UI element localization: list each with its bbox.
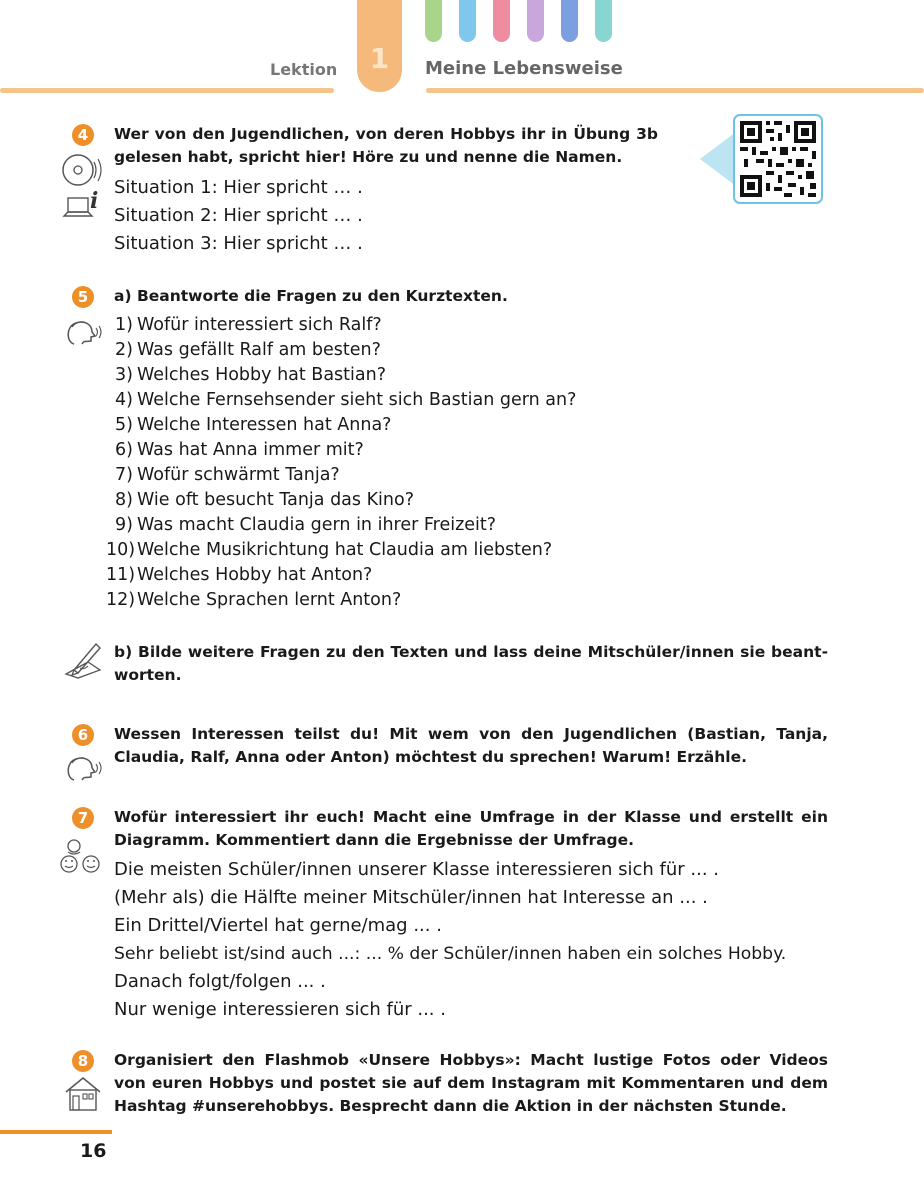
list-item — [106, 313, 576, 338]
question-text: Welche Fernsehsender sieht sich Bastian gern an? — [137, 390, 577, 410]
exercise-4-task: Wer von den Jugendlichen, von deren Hobbys ihr in Übung 3b gelesen habt, spricht hier! Höre zu und nenne die Namen. — [114, 125, 658, 166]
house-homework-icon — [64, 1076, 102, 1112]
color-tab-5 — [561, 0, 578, 42]
exercise-5a-task: a) Beantworte die Fragen zu den Kurztexten. — [114, 287, 508, 305]
exercise-5b-task: b) Bilde weitere Fragen zu den Texten und lass deine Mitschüler/innen sie beantworten. — [114, 643, 828, 684]
lesson-number: 1 — [369, 42, 390, 75]
question-list — [106, 313, 576, 613]
cd-audio-icon — [60, 152, 104, 230]
question-number: 11) — [106, 565, 136, 585]
speaking-head-icon — [64, 754, 104, 784]
speaking-head-icon — [64, 318, 104, 348]
list-item — [106, 388, 576, 413]
question-text: Was hat Anna immer mit? — [137, 440, 364, 460]
question-number: 1) — [115, 315, 133, 335]
question-text: Was gefällt Ralf am besten? — [137, 340, 381, 360]
color-tab-1 — [425, 0, 442, 42]
list-item — [106, 563, 576, 588]
svg-text:i: i — [90, 188, 99, 214]
writing-hand-icon — [60, 640, 104, 680]
question-text: Welche Musikrichtung hat Claudia am liebsten? — [137, 540, 553, 560]
ex4-line-1: Situation 1: Hier spricht … . — [114, 177, 363, 198]
question-number: 2) — [115, 340, 133, 360]
color-tab-3 — [493, 0, 510, 42]
qr-code-panel[interactable] — [700, 114, 824, 208]
exercise-number-5: 5 — [72, 286, 94, 308]
ex4-line-2: Situation 2: Hier spricht … . — [114, 205, 363, 226]
color-tab-2 — [459, 0, 476, 42]
lesson-tab — [357, 0, 402, 92]
question-text: Wofür schwärmt Tanja? — [137, 465, 340, 485]
list-item — [106, 588, 576, 613]
qr-code-icon — [700, 114, 824, 204]
list-item — [106, 463, 576, 488]
list-item — [106, 363, 576, 388]
ex7-line-6: Nur wenige interessieren sich für ... . — [114, 999, 446, 1020]
question-text: Welche Sprachen lernt Anton? — [137, 590, 402, 610]
question-text: Was macht Claudia gern in ihrer Freizeit? — [137, 515, 497, 535]
exercise-6-task: Wessen Interessen teilst du! Mit wem von den Jugendlichen (Bastian, Tanja, Claudia, Ralf, Anna oder Anton) möchtest du sprechen! Warum! Erzähle. — [114, 725, 828, 766]
question-number: 10) — [106, 540, 136, 560]
ex7-line-1: Die meisten Schüler/innen unserer Klasse interessieren sich für ... . — [114, 859, 720, 880]
footer-rule — [0, 1130, 112, 1134]
question-number: 9) — [115, 515, 133, 535]
exercise-number-4: 4 — [72, 124, 94, 146]
question-text: Welche Interessen hat Anna? — [137, 415, 392, 435]
ex7-line-2: (Mehr als) die Hälfte meiner Mitschüler/innen hat Interesse an ... . — [114, 887, 708, 908]
exercise-7-task: Wofür interessiert ihr euch! Macht eine Umfrage in der Klasse und erstellt ein Diagramm. Kommentiert dann die Ergebnisse der Umfrage. — [114, 808, 828, 849]
list-item — [106, 488, 576, 513]
list-item — [106, 513, 576, 538]
lektion-label: Lektion — [270, 60, 338, 79]
question-number: 3) — [115, 365, 133, 385]
question-number: 4) — [115, 390, 133, 410]
page-number: 16 — [80, 1140, 107, 1162]
question-text: Welches Hobby hat Bastian? — [137, 365, 386, 385]
question-number: 7) — [115, 465, 133, 485]
question-number: 6) — [115, 440, 133, 460]
question-text: Wie oft besucht Tanja das Kino? — [137, 490, 415, 510]
ex7-line-4: Sehr beliebt ist/sind auch ...: ... % der Schüler/innen haben ein solches Hobby. — [114, 944, 787, 964]
exercise-8-task: Organisiert den Flashmob «Unsere Hobbys»: Macht lustige Fotos oder Videos von euren Hobbys und postet sie auf dem Instagram mit Kommentaren und dem Hashtag #unserehobbys. Besprecht dann die Aktion in der nächsten Stunde. — [114, 1051, 828, 1115]
question-text: Wofür interessiert sich Ralf? — [137, 315, 382, 335]
exercise-number-8: 8 — [72, 1050, 94, 1072]
list-item — [106, 438, 576, 463]
header-rule-left — [0, 88, 334, 93]
ex4-line-3: Situation 3: Hier spricht … . — [114, 233, 363, 254]
list-item — [106, 413, 576, 438]
question-number: 12) — [106, 590, 136, 610]
question-number: 5) — [115, 415, 133, 435]
list-item — [106, 538, 576, 563]
exercise-number-6: 6 — [72, 724, 94, 746]
color-tab-6 — [595, 0, 612, 42]
theme-title: Meine Lebensweise — [425, 58, 623, 79]
header-rule-right — [426, 88, 924, 93]
list-item — [106, 338, 576, 363]
question-text: Welches Hobby hat Anton? — [137, 565, 373, 585]
question-number: 8) — [115, 490, 133, 510]
ex7-line-5: Danach folgt/folgen ... . — [114, 971, 326, 992]
group-discussion-icon — [58, 838, 104, 878]
ex7-line-3: Ein Drittel/Viertel hat gerne/mag ... . — [114, 915, 442, 936]
exercise-number-7: 7 — [72, 807, 94, 829]
color-tab-4 — [527, 0, 544, 42]
